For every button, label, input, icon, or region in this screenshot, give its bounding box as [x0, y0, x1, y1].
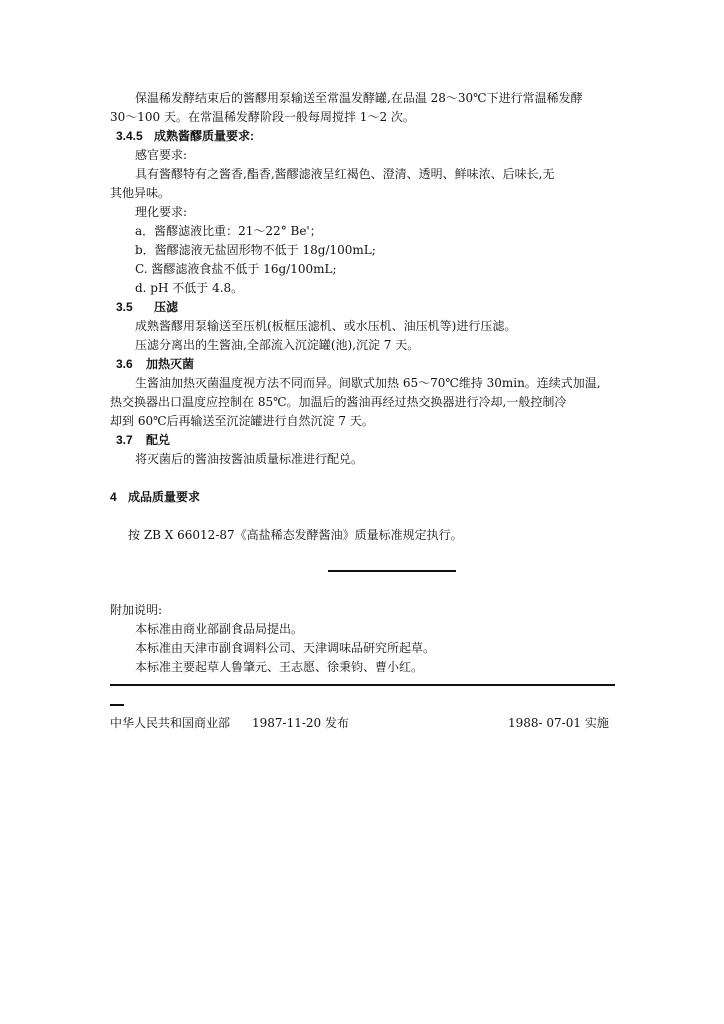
section-title: 压滤: [154, 300, 179, 314]
sensory-text-line-1: 具有酱醪特有之酱香,酯香,酱醪滤液呈红褐色、澄清、透明、鲜味浓、后味长,无: [135, 167, 555, 181]
section-3-6-heading: [116, 357, 194, 372]
effective-date: 1988- 07-01 实施: [508, 716, 609, 730]
section-number: 3.4.5: [116, 129, 143, 143]
section-number: 4: [110, 490, 117, 504]
section-number: 3.6: [116, 357, 133, 371]
footer-short-rule: [110, 704, 124, 706]
issue-date: 1987-11-20 发布: [252, 716, 350, 730]
section-title: 加热灭菌: [146, 357, 195, 371]
section-3-5-heading: [116, 300, 178, 315]
section-title: 成熟酱醪质量要求:: [154, 129, 254, 143]
press-filter-line-1: 成熟酱醪用泵输送至压机(板框压滤机、或水压机、油压机等)进行压滤。: [135, 319, 517, 333]
footer-top-rule: [110, 684, 615, 686]
section-3-7-heading: [116, 433, 170, 448]
heat-sterilization-line-1: 生酱油加热灭菌温度视方法不同而异。间歇式加热 65～70℃维持 30min。连续式加温,: [135, 376, 601, 390]
heat-sterilization-line-2: 热交换器出口温度应控制在 85℃。加温后的酱油再经过热交换器进行冷却,一般控制冷: [110, 395, 567, 409]
press-filter-line-2: 压滤分离出的生酱油,全部流入沉淀罐(池),沉淀 7 天。: [135, 338, 420, 352]
physicochemical-requirements-label: 理化要求:: [135, 205, 188, 219]
note-line-2: 本标准由天津市副食调料公司、天津调味品研究所起草。: [135, 641, 436, 655]
note-line-3: 本标准主要起草人鲁肇元、王志愿、徐秉钧、曹小红。: [135, 660, 424, 674]
section-number: 3.7: [116, 433, 133, 447]
requirement-c: C. 酱醪滤液食盐不低于 16g/100mL;: [135, 262, 337, 276]
sensory-requirements-label: 感官要求:: [135, 148, 188, 162]
additional-notes-label: 附加说明:: [110, 603, 163, 617]
note-line-1: 本标准由商业部副食品局提出。: [135, 622, 304, 636]
section-3-4-5-heading: [116, 129, 254, 144]
section-4-text: 按 ZB X 66012-87《高盐稀态发酵酱油》质量标准规定执行。: [128, 528, 463, 542]
issuing-authority: 中华人民共和国商业部: [110, 716, 231, 730]
section-4-heading: [110, 490, 200, 505]
requirement-b: b．酱醪滤液无盐固形物不低于 18g/100mL;: [135, 243, 376, 257]
ferment-paragraph-line-1: 保温稀发酵结束后的酱醪用泵输送至常温发酵罐,在品温 28～30℃下进行常温稀发酵: [135, 91, 583, 105]
section-title: 配兑: [146, 433, 171, 447]
requirement-d: d. pH 不低于 4.8。: [135, 281, 244, 295]
section-number: 3.5: [116, 300, 133, 314]
blending-line-1: 将灭菌后的酱油按酱油质量标准进行配兑。: [135, 452, 364, 466]
end-of-text-rule: [328, 570, 456, 572]
requirement-a: a．酱醪滤液比重：21～22° Be'；: [135, 224, 322, 238]
section-title: 成品质量要求: [128, 490, 201, 504]
heat-sterilization-line-3: 却到 60℃后再输送至沉淀罐进行自然沉淀 7 天。: [110, 414, 374, 428]
ferment-paragraph-line-2: 30～100 天。在常温稀发酵阶段一般每周搅拌 1～2 次。: [110, 110, 415, 124]
sensory-text-line-2: 其他异味。: [110, 186, 171, 200]
